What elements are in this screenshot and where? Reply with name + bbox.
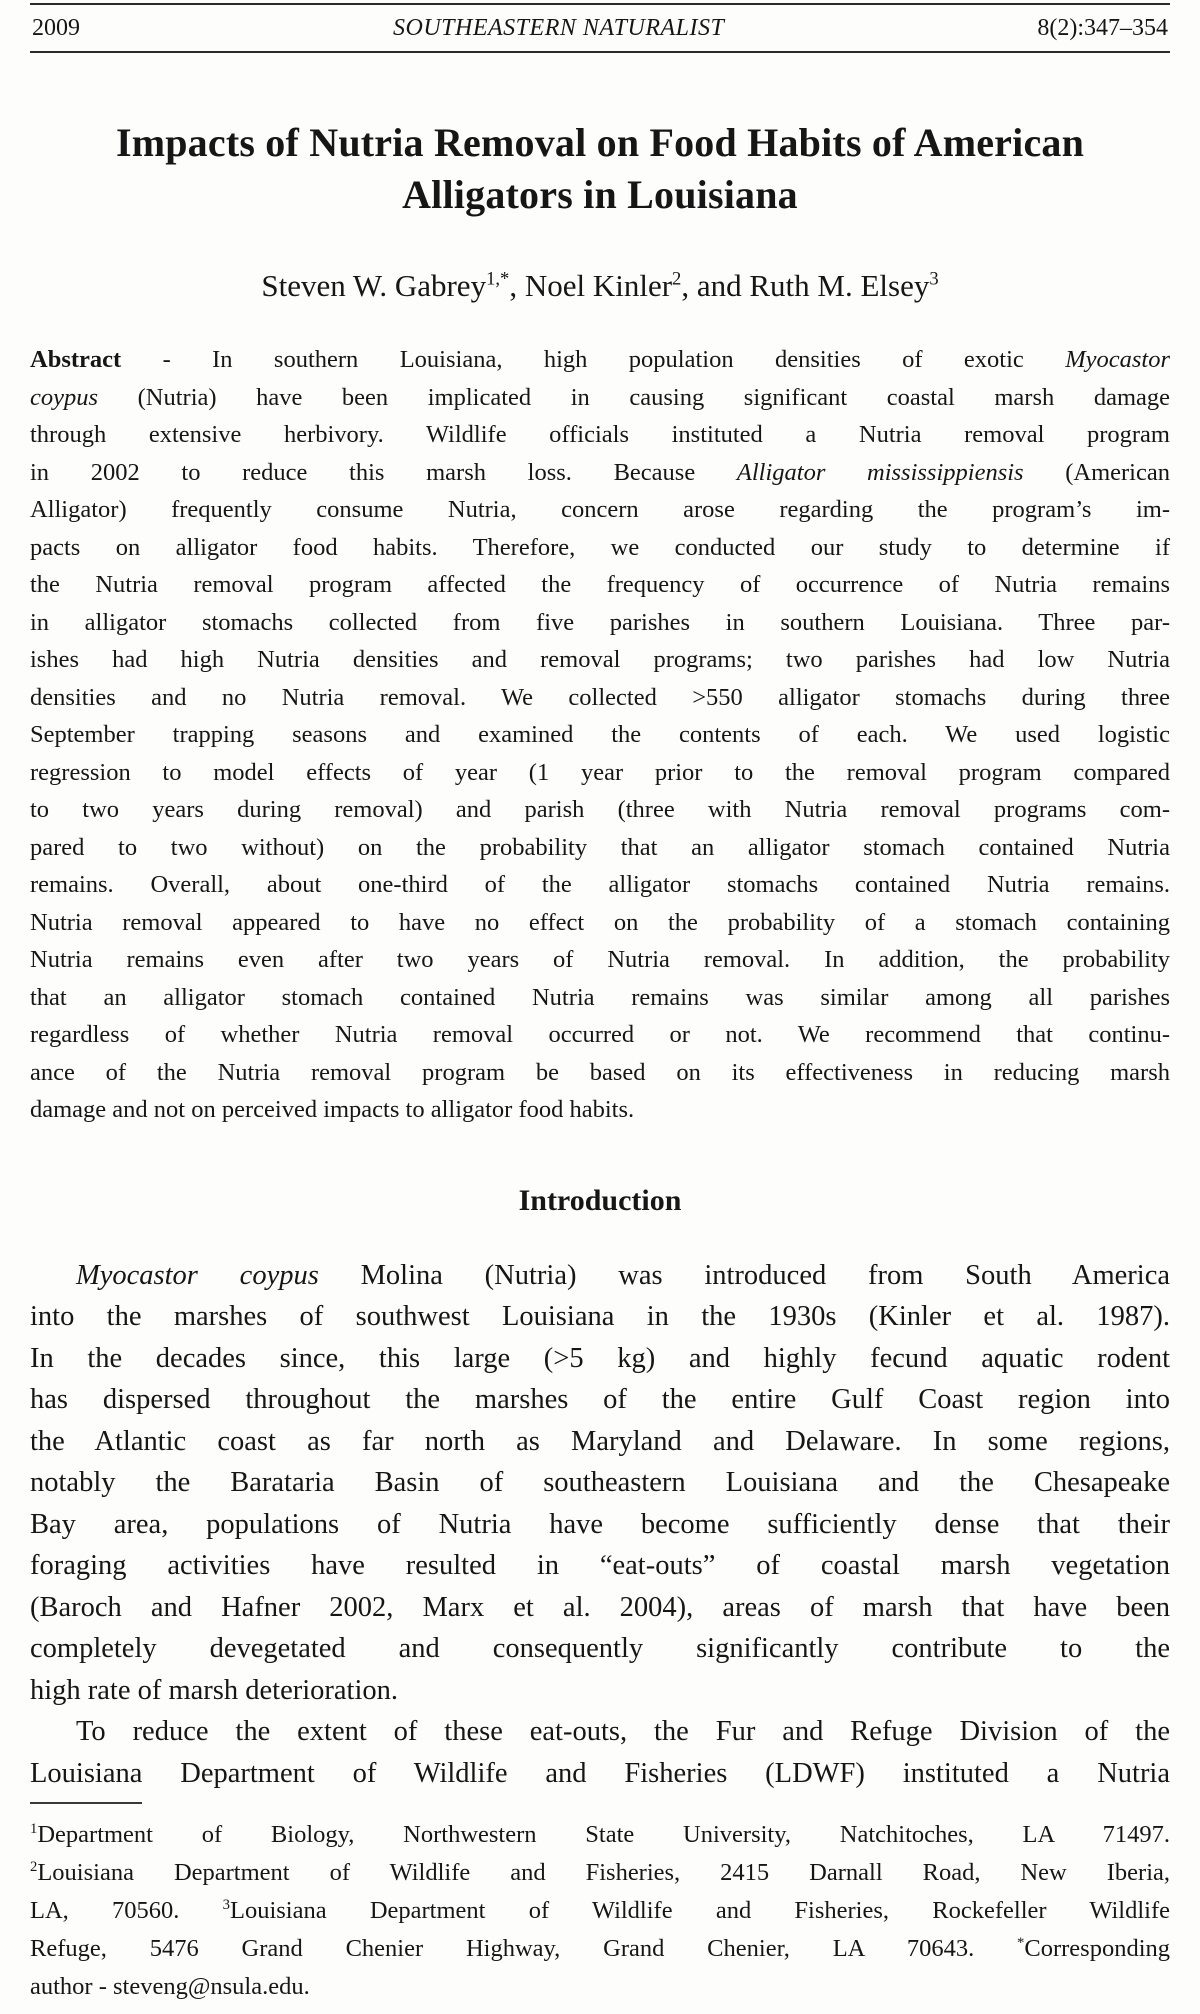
text-line: September trapping seasons and examined the contents of each. We used logistic	[30, 721, 1170, 748]
text-line: in 2002 to reduce this marsh loss. Because Alligator mississippiensis (American	[30, 458, 1170, 486]
text-line: regardless of whether Nutria removal occurred or not. We recommend that continu-	[30, 1021, 1170, 1048]
text-line: completely devegetated and consequently significantly contribute to the	[30, 1633, 1170, 1664]
text-line: Louisiana Department of Wildlife and Fisheries (LDWF) instituted a Nutria	[30, 1757, 1170, 1789]
text-line: Abstract - In southern Louisiana, high population densities of exotic Myocastor	[30, 346, 1170, 373]
header-citation: 8(2):347–354	[1037, 15, 1168, 41]
text-line: notably the Barataria Basin of southeastern Louisiana and the Chesapeake	[30, 1467, 1170, 1498]
header-journal-name: SOUTHEASTERN NATURALIST	[393, 15, 725, 41]
text-line: pacts on alligator food habits. Therefore, we conducted our study to determine if	[30, 533, 1170, 561]
text-line: author - steveng@nsula.edu.	[30, 1973, 310, 2000]
footnotes-block	[30, 1816, 1170, 2006]
text-line: remains. Overall, about one-third of the alligator stomachs contained Nutria remains.	[30, 871, 1170, 898]
text-line: coypus (Nutria) have been implicated in causing significant coastal marsh damage	[30, 383, 1170, 411]
text-line: into the marshes of southwest Louisiana in the 1930s (Kinler et al. 1987).	[30, 1301, 1170, 1332]
text-line: $^1$Department of Biology, Northwestern State University, Natchitoches, LA 71497.	[30, 1820, 1170, 1848]
text-line: the Atlantic coast as far north as Maryland and Delaware. In some regions,	[30, 1425, 1170, 1457]
text-line: Bay area, populations of Nutria have become sufficiently dense that their	[30, 1508, 1170, 1540]
text-line: in alligator stomachs collected from five parishes in southern Louisiana. Three par-	[30, 608, 1170, 636]
running-header	[30, 5, 1170, 53]
text-line: LA, 70560. $^3$Louisiana Department of Wildlife and Fisheries, Rockefeller Wildlife	[30, 1896, 1170, 1924]
text-line: high rate of marsh deterioration.	[30, 1674, 398, 1706]
text-line: Myocastor coypus Molina (Nutria) was introduced from South America	[76, 1259, 1170, 1291]
text-line: the Nutria removal program affected the frequency of occurrence of Nutria remains	[30, 571, 1170, 598]
text-line: (Baroch and Hafner 2002, Marx et al. 2004), areas of marsh that have been	[30, 1591, 1170, 1623]
text-line: To reduce the extent of these eat-outs, the Fur and Refuge Division of the	[76, 1716, 1170, 1747]
text-line: In the decades since, this large (>5 kg) and highly fecund aquatic rodent	[30, 1342, 1170, 1374]
text-line: Refuge, 5476 Grand Chenier Highway, Grand Chenier, LA 70643. *Corresponding	[30, 1934, 1170, 1962]
text-line: ishes had high Nutria densities and removal programs; two parishes had low Nutria	[30, 646, 1170, 673]
text-line: that an alligator stomach contained Nutria remains was similar among all parishes	[30, 983, 1170, 1011]
authors-line: Steven W. Gabrey$^{1,*}$, Noel Kinler$^2$, and Ruth M. Elsey$^3$	[261, 268, 939, 303]
text-line: Alligator) frequently consume Nutria, concern arose regarding the program’s im-	[30, 496, 1170, 523]
text-line: has dispersed throughout the marshes of the entire Gulf Coast region into	[30, 1384, 1170, 1415]
text-line: to two years during removal) and parish (three with Nutria removal programs com-	[30, 796, 1170, 823]
text-line: Nutria removal appeared to have no effect on the probability of a stomach containing	[30, 908, 1170, 936]
text-line: ance of the Nutria removal program be based on its effectiveness in reducing marsh	[30, 1058, 1170, 1086]
article-title	[30, 117, 1170, 221]
introduction-paragraph-1	[30, 1255, 1170, 1712]
header-year: 2009	[32, 15, 80, 41]
text-line: regression to model effects of year (1 year prior to the removal program compared	[30, 758, 1170, 786]
text-line: densities and no Nutria removal. We collected >550 alligator stomachs during three	[30, 683, 1170, 711]
text-line: Nutria remains even after two years of Nutria removal. In addition, the probability	[30, 946, 1170, 973]
text-line: foraging activities have resulted in “eat-outs” of coastal marsh vegetation	[30, 1550, 1170, 1581]
text-line: damage and not on perceived impacts to alligator food habits.	[30, 1096, 635, 1123]
article-title-line: Alligators in Louisiana	[402, 172, 798, 217]
introduction-paragraph-2	[30, 1711, 1170, 1794]
abstract-paragraph	[30, 341, 1170, 1129]
text-line: through extensive herbivory. Wildlife officials instituted a Nutria removal program	[30, 421, 1170, 448]
text-line: $^2$Louisiana Department of Wildlife and Fisheries, 2415 Darnall Road, New Iberia,	[30, 1858, 1170, 1886]
section-heading-introduction: Introduction	[518, 1183, 682, 1217]
text-line: pared to two without) on the probability that an alligator stomach contained Nutria	[30, 833, 1170, 861]
footnote-separator	[30, 1802, 142, 1804]
article-title-line: Impacts of Nutria Removal on Food Habits of American	[115, 120, 1085, 165]
